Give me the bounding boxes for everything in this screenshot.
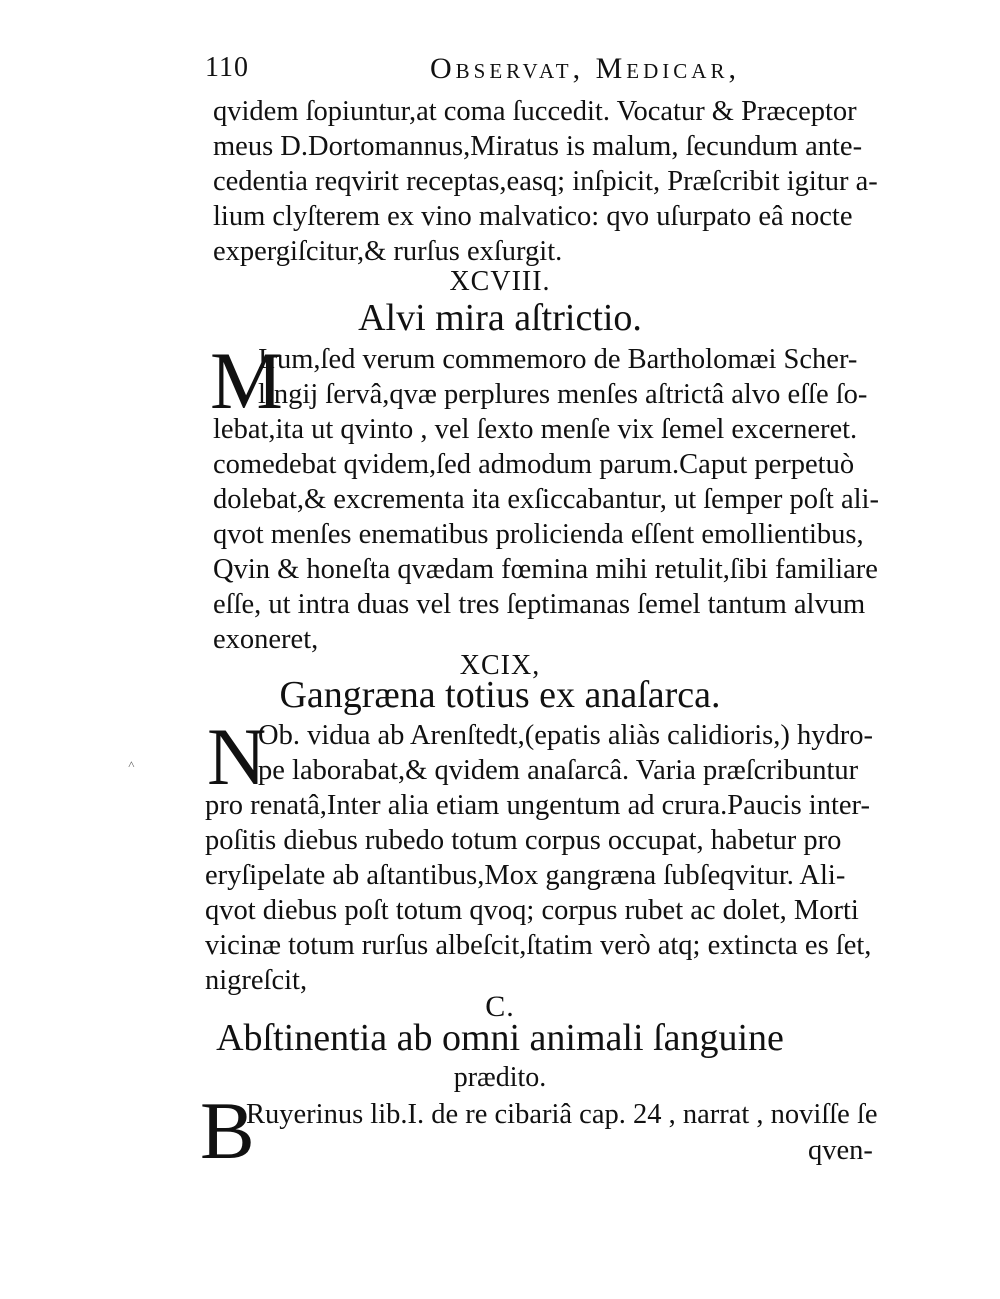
text-line: eryſipelate ab aſtantibus,Mox gangræna ſubſeqvitur. Ali- <box>205 860 846 891</box>
text-line: meus D.Dortomannus,Miratus is malum, ſecundum ante- <box>213 131 863 162</box>
text-line: exoneret, <box>213 624 319 655</box>
page-number: 110 <box>205 52 249 83</box>
running-head: Observat, Medicar, <box>430 52 740 85</box>
text-line: poſitis diebus rubedo totum corpus occupat, habetur pro <box>205 825 842 856</box>
section-number: XCIX, <box>459 650 541 681</box>
margin-mark: ˄ <box>128 757 135 771</box>
text-line: qvidem ſopiuntur,at coma ſuccedit. Vocatur & Præceptor <box>213 96 857 127</box>
section-title: Abſtinentia ab omni animali ſanguine <box>216 1017 784 1059</box>
text-line: qvot diebus poſt totum qvoq; corpus rubet ac dolet, Morti <box>205 895 859 926</box>
text-line: eſſe, ut intra duas vel tres ſeptimanas ſemel tantum alvum <box>213 589 866 620</box>
text-line: Qvin & honeſta qvædam fœmina mihi retulit,ſibi familiare <box>213 554 878 585</box>
text-line: vicinæ totum rurſus albeſcit,ſtatim verò atq; extincta es ſet, <box>205 930 872 961</box>
section-subtitle: prædito. <box>453 1062 547 1093</box>
text-line: lebat,ita ut qvinto , vel ſexto menſe vix ſemel excerneret. <box>213 414 858 445</box>
text-line: lium clyſterem ex vino malvatico: qvo uſurpato eâ nocte <box>213 201 853 232</box>
text-line: comedebat qvidem,ſed admodum parum.Caput perpetuò <box>213 449 855 480</box>
page-header <box>205 52 765 92</box>
drop-capital: M <box>210 335 283 426</box>
text-line: qvot menſes enematibus prolicienda eſſent emollientibus, <box>213 519 864 550</box>
section-title: Alvi mira aſtrictio. <box>358 297 642 339</box>
section-number: C. <box>485 990 515 1023</box>
text-line: dolebat,& excrementa ita exſiccabantur, ut ſemper poſt ali- <box>213 484 879 515</box>
drop-capital: N <box>207 711 267 802</box>
text-line: Irum,ſed verum commemoro de Bartholomæi Scher- <box>258 344 858 375</box>
text-line: expergiſcitur,& rurſus exſurgit. <box>213 236 563 267</box>
section-number: XCVIII. <box>449 266 551 297</box>
catchword: qven- <box>808 1135 873 1166</box>
text-line: cedentia reqvirit receptas,easq; inſpicit, Præſcribit igitur a- <box>213 166 878 197</box>
text-line: lingij ſervâ,qvæ perplures menſes aſtrictâ alvo eſſe ſo- <box>258 379 868 410</box>
drop-capital: B <box>200 1085 255 1176</box>
text-line: Ob. vidua ab Arenſtedt,(epatis aliàs calidioris,) hydro- <box>258 720 873 751</box>
text-line: Ruyerinus lib.I. de re cibariâ cap. 24 , narrat , noviſſe ſe <box>246 1099 878 1130</box>
text-line: pe laborabat,& qvidem anaſarcâ. Varia præſcribuntur <box>258 755 859 786</box>
text-line: nigreſcit, <box>205 965 308 996</box>
text-line: pro renatâ,Inter alia etiam ungentum ad crura.Paucis inter- <box>205 790 870 821</box>
section-title: Gangræna totius ex anaſarca. <box>279 674 721 716</box>
